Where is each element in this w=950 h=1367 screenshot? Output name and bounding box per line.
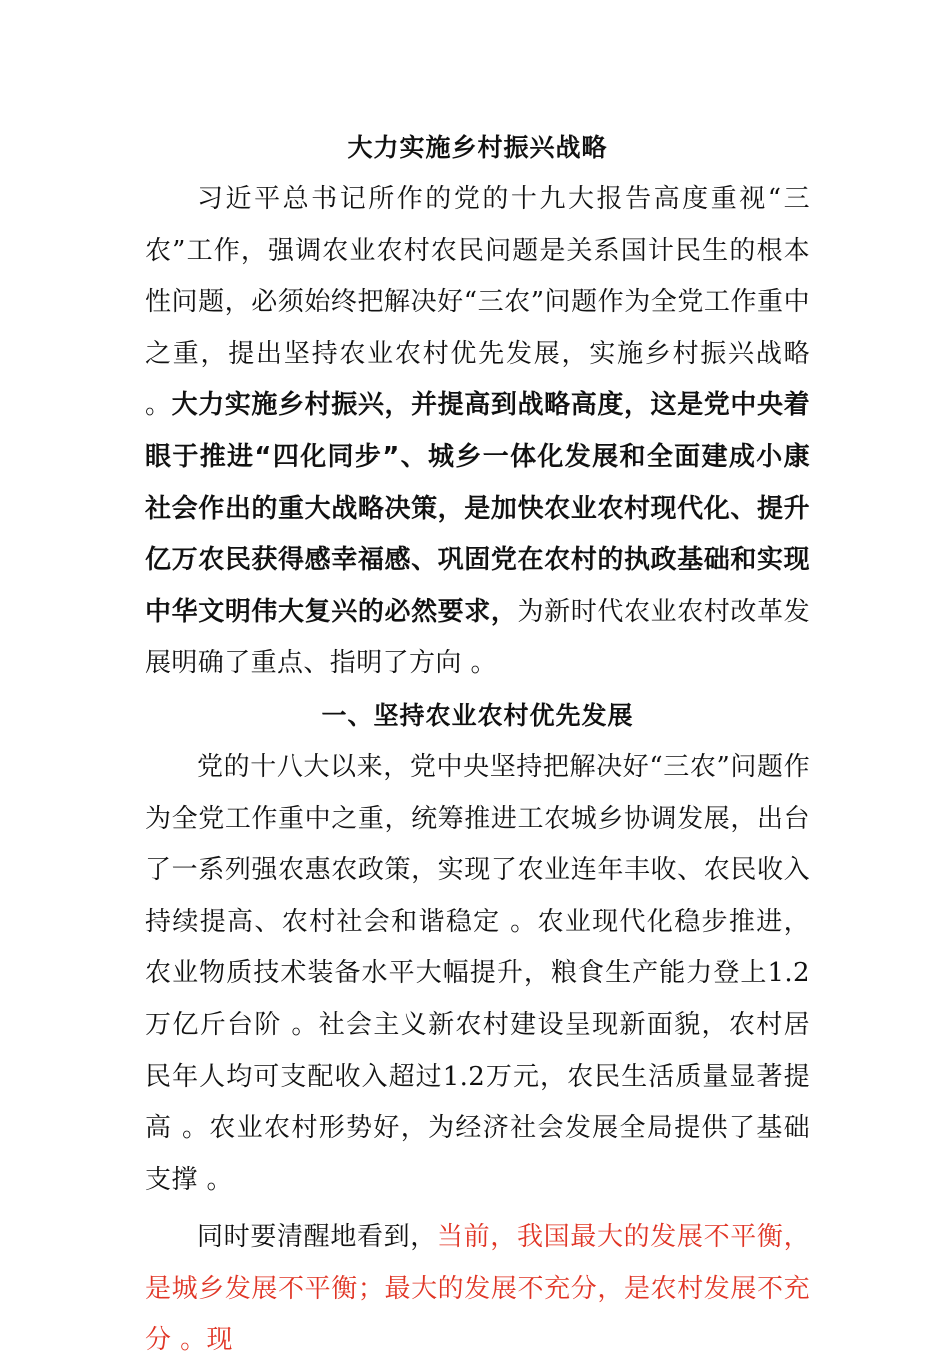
intro-paragraph xyxy=(145,174,810,690)
intro-text-conclusion: 为新时代农业农村改革发展明确了重点、指明了方向 。 xyxy=(145,596,810,679)
highlighted-red-text: 当前，我国最大的发展不平衡，是城乡发展不平衡；最大的发展不充分，是农村发展不充分 。现 xyxy=(145,1222,810,1356)
intro-text-bold: 大力实施乡村振兴，并提高到战略高度，这是党中央着眼于推进“四化同步”、城乡一体化发展和全面建成小康社会作出的重大战略决策，是加快农业农村现代化、提升亿万农民获得感幸福感、巩固党在农村的执政基础和实现中华文明伟大复兴的必然要求， xyxy=(145,390,810,627)
intro-text-normal: 习近平总书记所作的党的十九大报告高度重视“三农”工作，强调农业农村农民问题是关系国计民生的根本性问题，必须始终把解决好“三农”问题作为全党工作重中之重，提出坚持农业农村优先发展，实施乡村振兴战略 。 xyxy=(145,184,810,421)
section-heading: 一、坚持农业农村优先发展 xyxy=(321,700,634,730)
document-page xyxy=(145,128,810,1367)
document-title: 大力实施乡村振兴战略 xyxy=(347,133,608,162)
paragraph-lead-text: 同时要清醒地看到， xyxy=(197,1222,437,1253)
body-paragraph: 党的十八大以来，党中央坚持把解决好“三农”问题作为全党工作重中之重，统筹推进工农城乡协调发展，出台了一系列强农惠农政策，实现了农业连年丰收、农民收入持续提高、农村社会和谐稳定 。农业现代化稳步推进，农业物质技术装备水平大幅提升，粮食生产能力登上1.2万亿斤台阶 。社会主义新农村建设呈现新面貌，农村居民年人均可支配收入超过1.2万元，农民生活质量显著提高 。农业农村形势好，为经济社会发展全局提供了基础支撑 。 xyxy=(145,751,810,1195)
